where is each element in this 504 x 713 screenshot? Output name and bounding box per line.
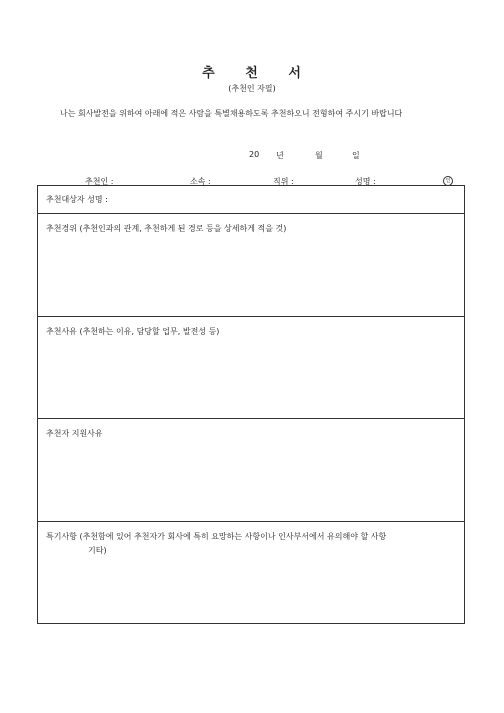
title-char-2: 천 — [245, 66, 259, 81]
document-title — [0, 62, 504, 81]
reason-row[interactable] — [38, 317, 464, 419]
title-char-3: 서 — [288, 66, 302, 81]
date-year: 20 — [249, 150, 260, 159]
position-label: 직위 : — [273, 177, 294, 186]
recommendation-form-table — [37, 185, 465, 624]
title-char-1: 추 — [202, 66, 216, 81]
motive-row[interactable] — [38, 419, 464, 522]
reason-label: 추천사유 (추천하는 이유, 담당할 업무, 발전성 등) — [46, 327, 220, 336]
date-month-unit: 월 — [315, 151, 323, 160]
notes-row[interactable] — [38, 522, 464, 623]
candidate-row[interactable] — [38, 186, 464, 214]
recommender-label: 추천인 : — [85, 177, 114, 186]
affiliation-label: 소속 : — [190, 177, 211, 186]
notes-label-line-1: 특기사항 (추천함에 있어 추천자가 회사에 특히 요망하는 사항이나 인사부서에서 유의해야 할 사항 — [46, 532, 387, 541]
date-day-unit: 일 — [352, 151, 360, 160]
history-row[interactable] — [38, 214, 464, 317]
history-label: 추천경위 (추천인과의 관계, 추천하게 된 경로 등을 상세하게 적을 것) — [46, 224, 287, 233]
motive-label: 추천자 지원사유 — [46, 429, 103, 438]
seal-mark: 인 — [443, 176, 453, 186]
signature-label: 성명 : — [355, 177, 376, 186]
intro-paragraph: 나는 회사발전을 위하여 아래에 적은 사람을 특별채용하도록 추천하오니 전형하여 주시기 바랍니다 — [60, 109, 403, 118]
document-subtitle: (추천인 자필) — [228, 84, 276, 93]
date-year-unit: 년 — [276, 151, 284, 160]
candidate-label: 추천대상자 성명 : — [46, 195, 108, 204]
notes-label-line-2: 기타) — [88, 546, 107, 555]
notes-label — [46, 530, 386, 558]
